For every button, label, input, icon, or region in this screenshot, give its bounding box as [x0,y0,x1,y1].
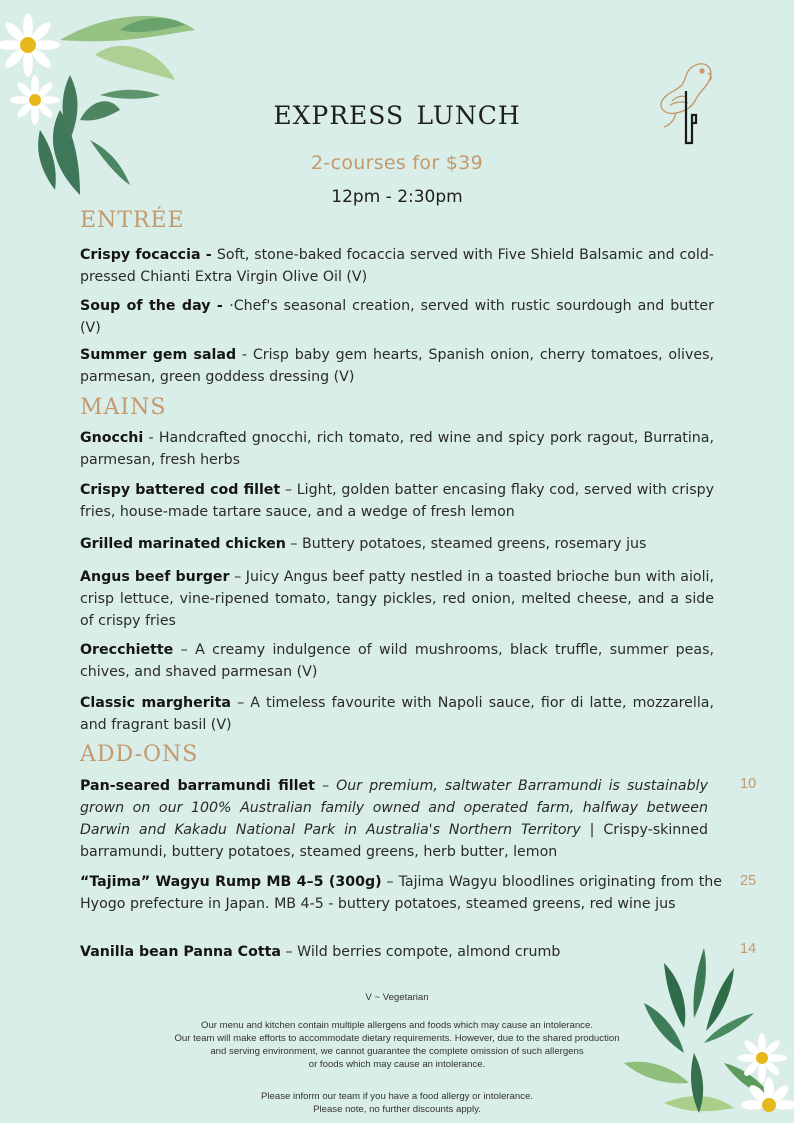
item-separator: – [314,778,337,794]
menu-item [80,479,714,523]
item-name: Summer gem salad [80,347,237,363]
page-title: express lunch [273,92,521,133]
menu-item [80,639,714,683]
menu-item [80,344,714,388]
allergen-line: and serving environment, we cannot guarantee the complete omission of such allergens [210,1046,584,1057]
item-description: – A timeless favourite with Napoli sauce, fior di latte, mozzarella, and fragrant basil (V) [80,695,714,733]
item-description: – Tajima Wagyu bloodlines originating from the Hyogo prefecture in Japan. MB 4-5 - buttery potatoes, steamed greens, red wine jus [80,874,722,912]
item-description: – Light, golden batter encasing flaky cod, served with crispy fries, house-made tartare sauce, and a wedge of fresh lemon [80,482,714,520]
item-price: 14 [740,941,757,957]
item-name: Vanilla bean Panna Cotta [80,944,281,960]
menu-item [80,871,722,915]
price-subtitle: 2-courses for $39 [311,152,483,174]
item-name: Gnocchi [80,430,144,446]
allergen-line: Our team will make efforts to accommodate dietary requirements. However, due to the shared production [174,1033,620,1044]
item-description: – Wild berries compote, almond crumb [280,944,561,960]
item-italic-description: Our premium, saltwater Barramundi is sustainably grown on our 100% Australian family owned and operated farm, halfway between Darwin and Kakadu National Park in Australia's Northern Territory [80,778,708,838]
item-name: Soup of the day - [80,298,230,314]
item-name: Crispy battered cod fillet [80,482,281,498]
menu-item [80,692,714,736]
allergen-line: Our menu and kitchen contain multiple allergens and foods which may cause an intolerance. [201,1020,593,1031]
item-name: Grilled marinated chicken [80,536,286,552]
notice-line: Please inform our team if you have a food allergy or intolerance. [261,1091,533,1102]
item-description: – Buttery potatoes, steamed greens, rosemary jus [285,536,647,552]
item-name: Orecchiette [80,642,174,658]
item-name: Crispy focaccia - [80,247,217,263]
item-name: Angus beef burger [80,569,230,585]
allergen-line: or foods which may cause an intolerance. [308,1059,486,1070]
item-description: - Crisp baby gem hearts, Spanish onion, cherry tomatoes, olives, parmesan, green goddess dressing (V) [80,347,714,385]
service-hours: 12pm - 2:30pm [331,187,463,207]
item-name: Pan-seared barramundi fillet [80,778,315,794]
item-description: Soft, stone-baked focaccia served with Five Shield Balsamic and cold-pressed Chianti Extra Virgin Olive Oil (V) [80,247,714,285]
menu-item [80,566,714,632]
item-price: 10 [740,776,757,792]
menu-item [80,533,714,555]
item-description: – Juicy Angus beef patty nestled in a toasted brioche bun with aioli, crisp lettuce, vine-ripened tomato, tangy pickles, red onion, melted cheese, and a side of crispy fries [80,569,714,629]
item-description: - Handcrafted gnocchi, rich tomato, red wine and spicy pork ragout, Burratina, parmesan, fresh herbs [80,430,714,468]
menu-item [80,295,714,339]
item-price: 25 [740,873,757,889]
item-description: | Crispy-skinned barramundi, buttery potatoes, steamed greens, herb butter, lemon [80,822,708,860]
item-name: “Tajima” Wagyu Rump MB 4–5 (300g) [80,874,382,890]
item-description: ·Chef's seasonal creation, served with rustic sourdough and butter (V) [80,298,714,336]
discount-notice [0,1090,794,1116]
menu-item [80,775,708,863]
menu-item [80,427,714,471]
section-title-entree: ENTRÉE [80,208,185,233]
item-name: Classic margherita [80,695,231,711]
item-description: – A creamy indulgence of wild mushrooms, black truffle, summer peas, chives, and shaved parmesan (V) [80,642,714,680]
notice-line: Please note, no further discounts apply. [313,1104,481,1115]
allergen-notice [0,1019,794,1071]
section-title-addons: ADD-ONS [80,742,199,767]
menu-item [80,244,714,288]
section-title-mains: MAINS [80,395,167,420]
vegetarian-legend: V ~ Vegetarian [365,992,429,1003]
